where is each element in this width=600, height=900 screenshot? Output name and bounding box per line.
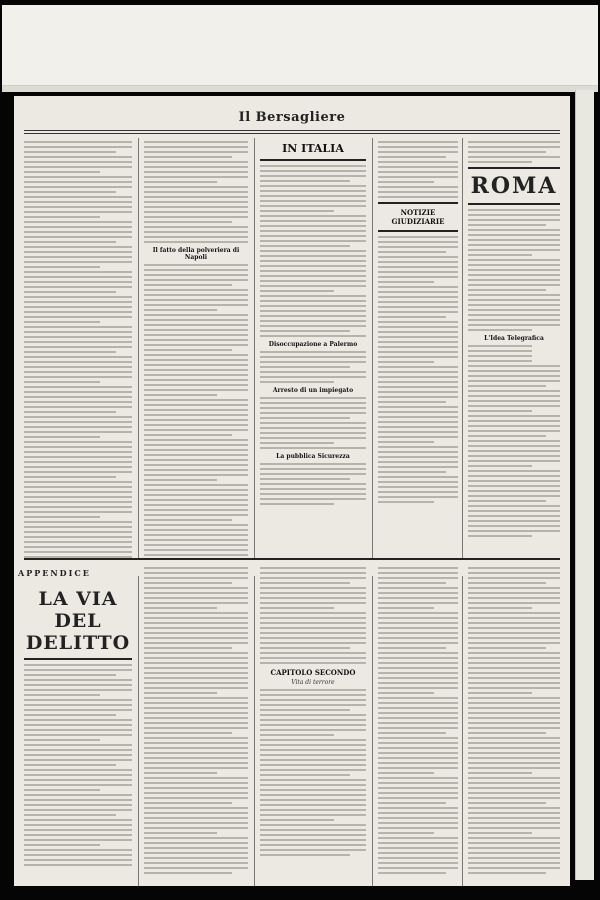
- article-text: [24, 141, 132, 558]
- article-text: [260, 463, 366, 505]
- section-roma: ROMA: [470, 173, 558, 199]
- column-rule: [372, 138, 373, 558]
- column-rule: [462, 138, 463, 558]
- article-text: [260, 351, 366, 383]
- article-text: [144, 567, 248, 874]
- appendix-column-2: [144, 564, 248, 884]
- article-text: [468, 345, 560, 537]
- headline-polveriera: Il fatto della polveriera di Napoli: [152, 247, 240, 261]
- article-text: [468, 209, 560, 331]
- headline-idea-telegrafica: L'Idea Telegrafica: [484, 335, 544, 342]
- blank-leader-sheet: [2, 5, 598, 86]
- column-2: [144, 138, 248, 558]
- article-text: [378, 567, 458, 874]
- serial-title: LA VIA DEL DELITTO: [25, 588, 131, 654]
- masthead-rule: [24, 130, 560, 131]
- headline-disoccupazione: Disoccupazione a Palermo: [268, 341, 358, 348]
- appendix-column-3: [260, 564, 366, 884]
- masthead-rule-2: [24, 133, 560, 134]
- appendix-label: APPENDICE: [18, 568, 91, 578]
- adjacent-page-edge: [575, 90, 594, 880]
- column-rule: [462, 576, 463, 886]
- chapter-heading: CAPITOLO SECONDO: [270, 668, 356, 677]
- newspaper-page: [14, 96, 570, 886]
- column-rule: [138, 138, 139, 558]
- article-text: [260, 165, 366, 337]
- article-text: [144, 264, 248, 558]
- column-rule: [254, 576, 255, 886]
- sheet-shadow: [2, 86, 598, 92]
- section-notizie-giudiziarie: NOTIZIE GIUDIZIARIE: [391, 208, 445, 226]
- newspaper-masthead: Il Bersagliere: [238, 110, 346, 125]
- article-text: [378, 141, 458, 198]
- article-text: [24, 664, 132, 866]
- appendix-column-1: [24, 588, 132, 884]
- column-3: [260, 138, 366, 558]
- column-4: [378, 138, 458, 558]
- article-text: [468, 141, 560, 163]
- headline-arresto: Arresto di un impiegato: [272, 387, 354, 394]
- article-text: [144, 141, 248, 243]
- chapter-subtitle: Vita di terrore: [291, 679, 335, 686]
- column-5: [468, 138, 560, 558]
- column-rule: [372, 576, 373, 886]
- appendix-column-4: [378, 564, 458, 884]
- article-text: [260, 397, 366, 449]
- column-rule: [138, 576, 139, 886]
- headline-pubblica-sicurezza: La pubblica Sicurezza: [276, 453, 350, 460]
- column-rule: [254, 138, 255, 558]
- section-in-italia: IN ITALIA: [282, 142, 344, 155]
- article-text: [260, 567, 366, 664]
- article-text: [378, 236, 458, 503]
- appendix-separator: [24, 558, 560, 560]
- appendix-column-5: [468, 564, 560, 884]
- column-1: [24, 138, 132, 558]
- article-text: [468, 567, 560, 874]
- article-text: [260, 689, 366, 856]
